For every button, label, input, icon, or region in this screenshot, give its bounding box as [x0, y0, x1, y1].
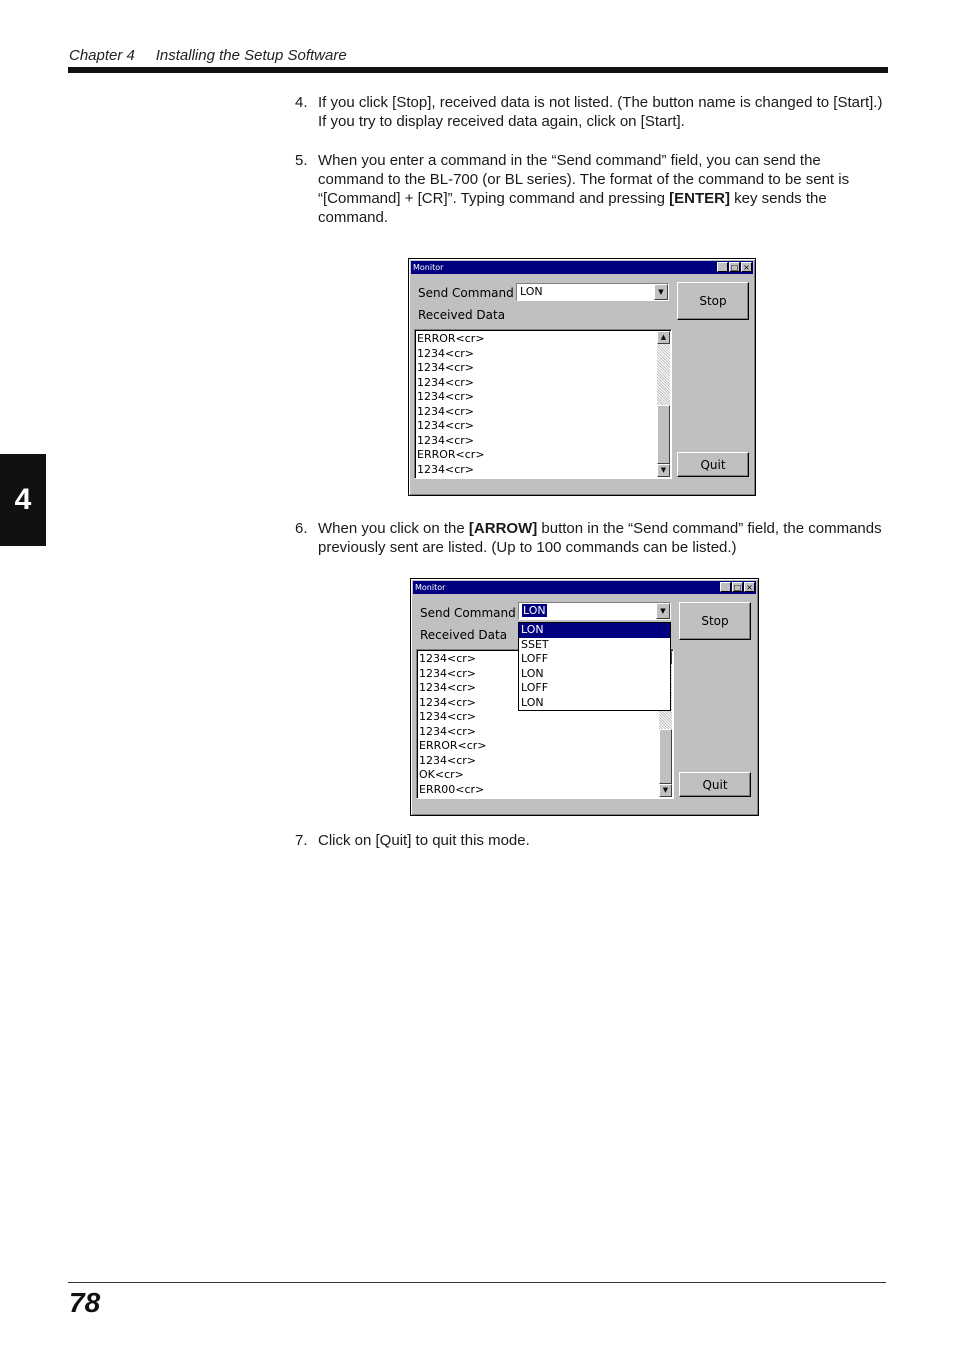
step-number: 4.: [295, 94, 308, 111]
quit-button[interactable]: Quit: [679, 772, 751, 797]
dropdown-option[interactable]: LON: [519, 623, 670, 638]
title-bar: [411, 261, 753, 274]
received-data-label: Received Data: [420, 628, 508, 642]
monitor-dialog-1: [408, 258, 756, 496]
list-item[interactable]: 1234<cr>: [419, 681, 476, 694]
command-value: LON: [523, 604, 546, 617]
received-data-list[interactable]: [414, 329, 672, 479]
step-5: [295, 151, 885, 227]
list-item[interactable]: 1234<cr>: [417, 361, 474, 374]
close-icon[interactable]: ×: [744, 582, 755, 592]
list-item[interactable]: 1234<cr>: [419, 695, 476, 709]
step-7: [295, 831, 885, 850]
send-command-combo[interactable]: [516, 283, 669, 301]
scroll-thumb[interactable]: [659, 729, 672, 784]
received-data-label: Received Data: [418, 308, 506, 322]
chapter-tab: 4: [0, 454, 46, 546]
list-item[interactable]: 1234<cr>: [417, 433, 474, 447]
minimize-icon[interactable]: _: [717, 262, 728, 272]
header-rule: [68, 67, 888, 73]
list-item[interactable]: ERROR<cr>: [417, 332, 485, 345]
header-title: Installing the Setup Software: [155, 47, 347, 64]
maximize-icon[interactable]: □: [733, 583, 742, 592]
stop-button[interactable]: Stop: [677, 282, 749, 320]
step-4: [295, 93, 885, 131]
header-chapter: Chapter 4: [69, 47, 135, 64]
list-item[interactable]: 1234<cr>: [417, 419, 474, 432]
list-item[interactable]: 1234<cr>: [417, 346, 474, 360]
list-item[interactable]: ERROR<cr>: [419, 739, 487, 752]
list-item[interactable]: 1234<cr>: [419, 710, 476, 723]
command-value: LON: [520, 285, 543, 298]
key-enter: [ENTER]: [669, 190, 730, 207]
window-title: Monitor: [415, 583, 446, 592]
running-header: [69, 47, 347, 64]
maximize-icon[interactable]: □: [730, 263, 739, 272]
step-text: Click on [Quit] to quit this mode.: [318, 832, 530, 849]
list-item[interactable]: ERR00<cr>: [419, 782, 485, 796]
stop-button[interactable]: Stop: [679, 602, 751, 640]
step-number: 6.: [295, 520, 308, 537]
key-arrow: [ARROW]: [468, 520, 538, 537]
step-text-b: key sends the command.: [318, 190, 827, 226]
step-6: [295, 519, 885, 557]
step-number: 7.: [295, 832, 308, 849]
minimize-icon[interactable]: _: [720, 582, 731, 592]
list-item[interactable]: 1234<cr>: [419, 724, 476, 738]
received-rows: [419, 652, 487, 797]
chevron-down-icon[interactable]: ▼: [656, 603, 670, 619]
monitor-dialog-2: [410, 578, 759, 816]
quit-button[interactable]: Quit: [677, 452, 749, 477]
scroll-down-icon[interactable]: ▼: [657, 464, 670, 477]
received-rows: [417, 332, 485, 477]
chevron-down-icon[interactable]: ▼: [654, 284, 668, 300]
step-text: [318, 519, 885, 557]
send-command-label: Send Command: [418, 286, 514, 300]
scroll-thumb[interactable]: [657, 405, 670, 464]
close-icon[interactable]: ×: [741, 262, 752, 272]
command-history-dropdown[interactable]: [518, 622, 671, 711]
send-command-combo[interactable]: [518, 602, 671, 620]
list-item[interactable]: 1234<cr>: [419, 652, 476, 665]
list-item[interactable]: ERROR<cr>: [417, 448, 485, 461]
footer-rule: [68, 1282, 886, 1283]
page-number: 78: [69, 1287, 101, 1318]
dropdown-option[interactable]: LON: [521, 695, 544, 709]
step-text-a: When you click on the: [318, 520, 469, 537]
dropdown-option[interactable]: LON: [521, 666, 544, 680]
step-text: If you click [Stop], received data is not listed. (The button name is changed to [Start].) If you try to display received data again, click on [Start].: [318, 94, 883, 130]
send-command-label: Send Command: [420, 606, 516, 620]
scroll-up-icon[interactable]: ▲: [657, 331, 670, 344]
step-text-a: When you enter a command in the “Send command” field, you can send the command to the BL-700 (or BL series). The format of the command to be sent is “[Command] + [CR]”. Typing command and pressing: [318, 152, 850, 207]
list-item[interactable]: 1234<cr>: [419, 666, 476, 680]
list-item[interactable]: 1234<cr>: [417, 462, 474, 476]
step-text: [318, 151, 885, 227]
dropdown-option[interactable]: SSET: [521, 637, 549, 651]
window-title: Monitor: [413, 263, 444, 272]
list-item[interactable]: 1234<cr>: [419, 753, 476, 767]
title-bar: [413, 581, 756, 594]
list-item[interactable]: 1234<cr>: [417, 404, 474, 418]
dropdown-option[interactable]: LOFF: [521, 652, 549, 665]
scroll-down-icon[interactable]: ▼: [659, 784, 672, 797]
list-item[interactable]: OK<cr>: [419, 768, 464, 781]
list-item[interactable]: 1234<cr>: [417, 375, 474, 389]
vertical-scrollbar[interactable]: [657, 331, 670, 477]
step-number: 5.: [295, 152, 308, 169]
step-text-b: button in the “Send command” field, the commands previously sent are listed. (Up to 100 commands can be listed.): [318, 520, 882, 556]
dropdown-option[interactable]: LOFF: [521, 681, 549, 694]
list-item[interactable]: 1234<cr>: [417, 390, 474, 403]
